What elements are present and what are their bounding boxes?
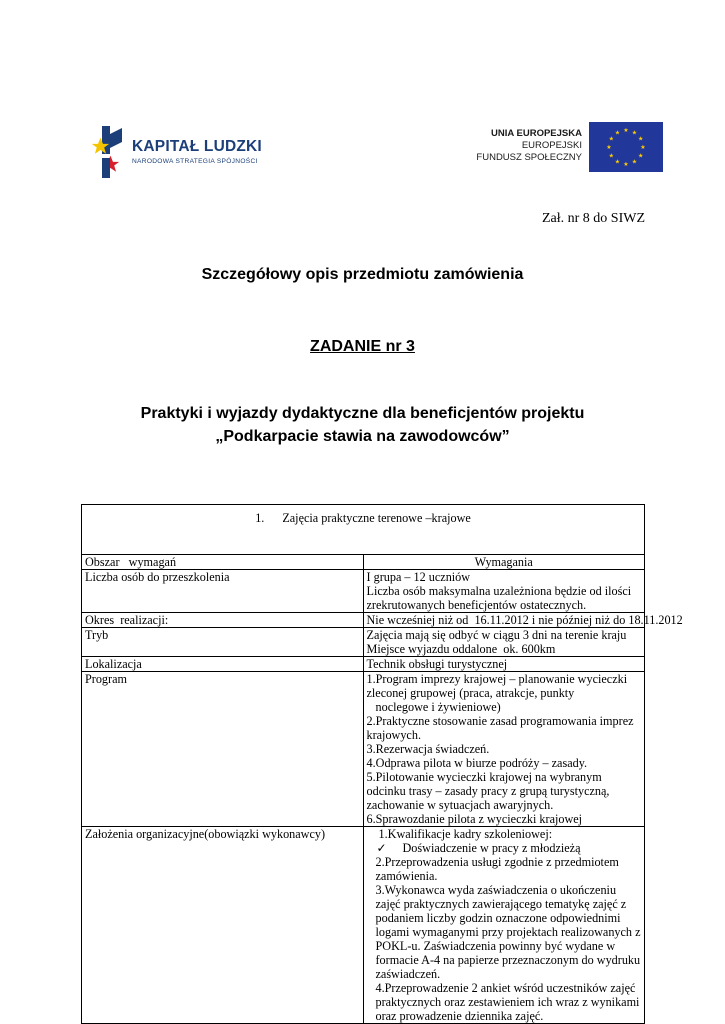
row-line: Nie wcześniej niż od 16.11.2012 i nie później niż do 18.11.2012 — [366, 613, 683, 627]
eu-star-icon: ★ — [623, 127, 629, 134]
kapital-ludzki-logo-icon — [88, 124, 124, 180]
checkmark-icon: ✓ — [376, 841, 387, 855]
row-line: Miejsce wyjazdu oddalone ok. 600km — [366, 642, 556, 656]
row-line: noclegowe i żywieniowe) — [375, 700, 501, 714]
requirements-table — [81, 504, 683, 1024]
kapital-ludzki-logo — [88, 124, 268, 180]
header-area: Obszar wymagań — [82, 555, 364, 570]
row-label: Program — [82, 672, 364, 827]
table-row — [82, 827, 645, 1024]
row-label: Liczba osób do przeszkolenia — [82, 570, 364, 613]
row-line: 4.Odprawa pilota w biurze podróży – zasady. — [366, 756, 588, 770]
row-line: 1.Kwalifikacje kadry szkoleniowej: — [378, 827, 553, 841]
eu-logo-line3: FUNDUSZ SPOŁECZNY — [476, 152, 582, 163]
document-title: Szczegółowy opis przedmiotu zamówienia — [201, 266, 524, 283]
kapital-ludzki-title: KAPITAŁ LUDZKI — [132, 138, 262, 155]
row-label: Lokalizacja — [82, 657, 364, 672]
table-row — [82, 657, 645, 672]
eu-star-icon: ★ — [608, 135, 614, 143]
row-line: Technik obsługi turystycznej — [366, 657, 508, 671]
row-line: I grupa – 12 uczniów — [366, 570, 471, 584]
row-line: 5.Pilotowanie wycieczki krajowej na wybranym odcinku trasy – zasady pracy z grupą turystyczną, zachowanie w sytuacjach awaryjnych. — [366, 770, 610, 812]
table-row — [82, 628, 645, 657]
row-value — [363, 827, 645, 1024]
row-value — [363, 657, 645, 672]
row-line: Doświadczenie w pracy z młodzieżą — [402, 841, 581, 855]
eu-star-icon: ★ — [638, 135, 644, 143]
eu-star-icon: ★ — [631, 158, 638, 166]
row-line: Liczba osób maksymalna uzależniona będzie od ilości zrekrutowanych beneficjentów ostatecznych. — [366, 584, 632, 612]
kapital-ludzki-subtitle: NARODOWA STRATEGIA SPÓJNOŚCI — [132, 158, 258, 165]
row-line-checked — [367, 841, 642, 855]
table-row — [82, 570, 645, 613]
row-line: 3.Rezerwacja świadczeń. — [366, 742, 490, 756]
section-number: 1. — [255, 511, 265, 525]
row-line: 1.Program imprezy krajowej – planowanie wycieczki zleconej grupowej (praca, atrakcje, punkty — [366, 672, 628, 700]
table-header-row — [82, 555, 645, 570]
eu-logo — [460, 110, 678, 182]
table-row — [82, 672, 645, 827]
eu-star-icon: ★ — [631, 129, 638, 137]
row-line: 2.Przeprowadzenia usługi zgodnie z przedmiotem zamówienia. — [375, 855, 619, 883]
eu-star-icon: ★ — [623, 161, 629, 168]
row-value — [363, 570, 645, 613]
row-label: Tryb — [82, 628, 364, 657]
eu-star-icon: ★ — [614, 129, 621, 137]
subject-line-2: „Podkarpacie stawia na zawodowców” — [215, 428, 510, 445]
table-row — [82, 613, 645, 628]
eu-logo-text — [476, 128, 582, 164]
attachment-note: Zał. nr 8 do SIWZ — [541, 211, 645, 226]
eu-star-icon: ★ — [614, 158, 621, 166]
row-line: 4.Przeprowadzenie 2 ankiet wśród uczestników zajęć praktycznych oraz zestawieniem ich wraz z wynikami oraz prowadzenie dziennika zajęć. — [375, 981, 640, 1023]
section-title: Zajęcia praktyczne terenowe –krajowe — [282, 511, 471, 525]
row-line: 3.Wykonawca wyda zaświadczenia o ukończeniu zajęć praktycznych zawierającego tematykę zajęć z podaniem liczby godzin oznaczone odpowiednimi logami wymaganymi przy projektach realizowanych z POKL-u. Zaświadczenia powinny być wydane w formacie A-4 na papierze przeznaczonym do wydruku zaświadczeń. — [375, 883, 641, 981]
eu-star-icon: ★ — [608, 152, 614, 160]
row-line: 2.Praktyczne stosowanie zasad programowania imprez krajowych. — [366, 714, 634, 742]
row-value — [363, 613, 683, 628]
subject-line-1: Praktyki i wyjazdy dydaktyczne dla beneficjentów projektu — [140, 405, 585, 422]
eu-star-icon: ★ — [638, 152, 644, 160]
eu-star-icon: ★ — [640, 144, 646, 151]
eu-logo-line2: EUROPEJSKI — [521, 140, 582, 151]
row-line: 6.Sprawozdanie pilota z wycieczki krajowej — [366, 812, 583, 826]
row-value — [363, 628, 645, 657]
header-requirements: Wymagania — [363, 555, 645, 570]
eu-flag-icon — [589, 122, 663, 172]
eu-star-icon: ★ — [606, 144, 612, 151]
row-label: Okres realizacji: — [82, 613, 364, 628]
eu-logo-line1: UNIA EUROPEJSKA — [491, 128, 582, 139]
row-value — [363, 672, 645, 827]
section-row — [82, 505, 645, 555]
task-title: ZADANIE nr 3 — [310, 338, 415, 355]
section-title-cell — [82, 505, 645, 555]
row-line: Zajęcia mają się odbyć w ciągu 3 dni na terenie kraju — [366, 628, 627, 642]
row-label: Założenia organizacyjne(obowiązki wykonawcy) — [82, 827, 364, 1024]
